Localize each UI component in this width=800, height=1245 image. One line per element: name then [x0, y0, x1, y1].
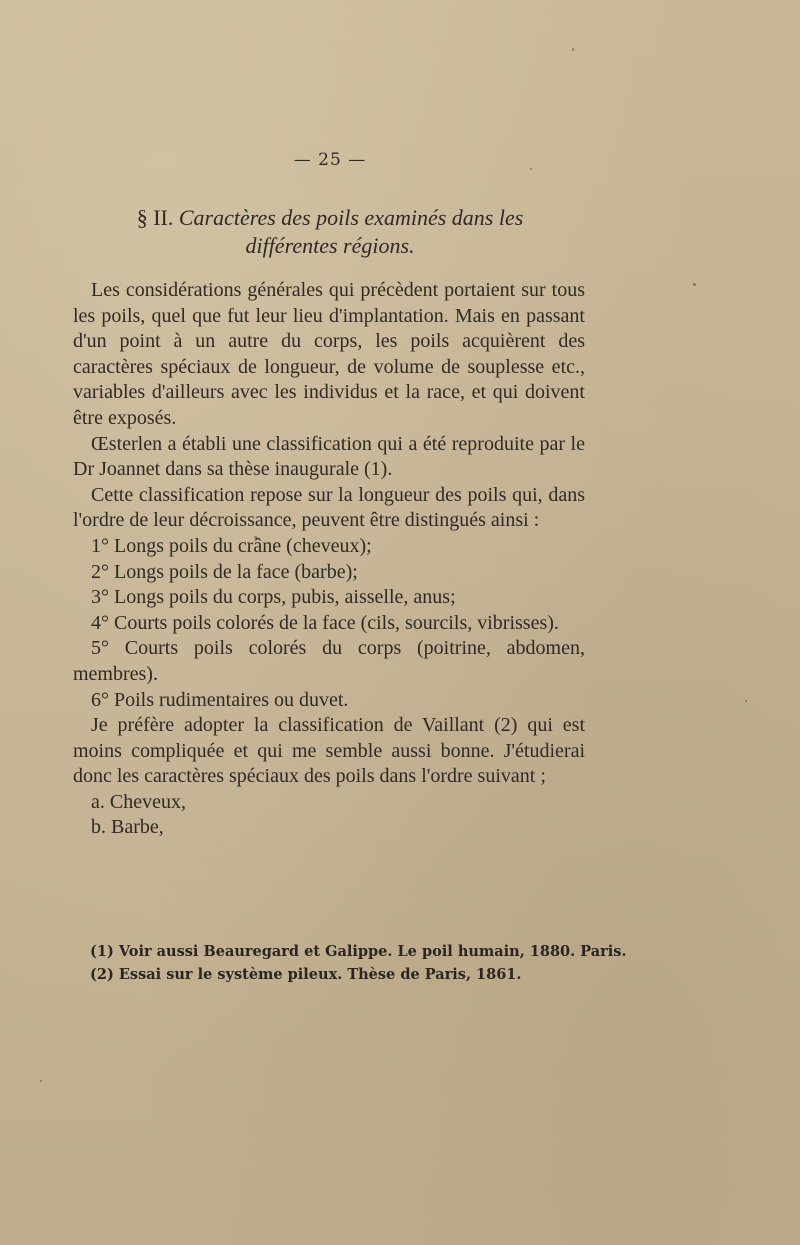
paper-speck [572, 48, 574, 51]
footnote: (1) Voir aussi Beauregard et Galippe. Le poil humain, 1880. Paris. [90, 943, 627, 960]
section-heading [120, 204, 540, 260]
classification-item: 6° Poils rudimentaires ou duvet. [91, 688, 349, 711]
section-number: § II. [136, 205, 174, 230]
footnotes [90, 940, 627, 986]
paragraph-classification: Cette classification repose sur la longueur des poils qui, dans l'ordre de leur décroissance, peuvent être distingués ainsi : [73, 483, 585, 532]
footnote: (2) Essai sur le système pileux. Thèse de Paris, 1861. [90, 966, 522, 983]
classification-item: 1° Longs poils du crâne (cheveux); [91, 534, 372, 557]
classification-item: 3° Longs poils du corps, pubis, aisselle, anus; [91, 586, 456, 609]
paragraph-intro: Les considérations générales qui précèdent portaient sur tous les poils, quel que fut leur lieu d'implantation. Mais en passant d'un point à un autre du corps, les poils acquièrent des caractères spéciaux de longueur, de volume de souplesse etc., variables d'ailleurs avec les individus et la race, et qui doivent être exposés. [73, 279, 585, 429]
classification-item: 4° Courts poils colorés de la face (cils, sourcils, vibrisses). [91, 611, 559, 634]
paper-speck [530, 168, 532, 170]
paragraph-vaillant: Je préfère adopter la classification de Vaillant (2) qui est moins compliquée et qui me semble aussi bonne. J'étudierai donc les caractères spéciaux des poils dans l'ordre suivant ; [73, 714, 585, 788]
order-item: a. Cheveux, [91, 790, 186, 813]
order-item: b. Barbe, [91, 816, 164, 839]
paper-speck [40, 1080, 42, 1082]
paper-speck [693, 283, 696, 286]
section-title: Caractères des poils examinés dans les différentes régions. [178, 205, 524, 258]
body-text [73, 278, 585, 841]
paper-speck [745, 700, 747, 702]
classification-item: 2° Longs poils de la face (barbe); [91, 560, 358, 583]
page-number: — 25 — [293, 150, 367, 170]
classification-item: 5° Courts poils colorés du corps (poitrine, abdomen, membres). [73, 637, 585, 685]
paper-speck [254, 536, 257, 539]
paragraph-oesterlen: Œsterlen a établi une classification qui a été reproduite par le Dr Joannet dans sa thèse inaugurale (1). [73, 432, 585, 481]
